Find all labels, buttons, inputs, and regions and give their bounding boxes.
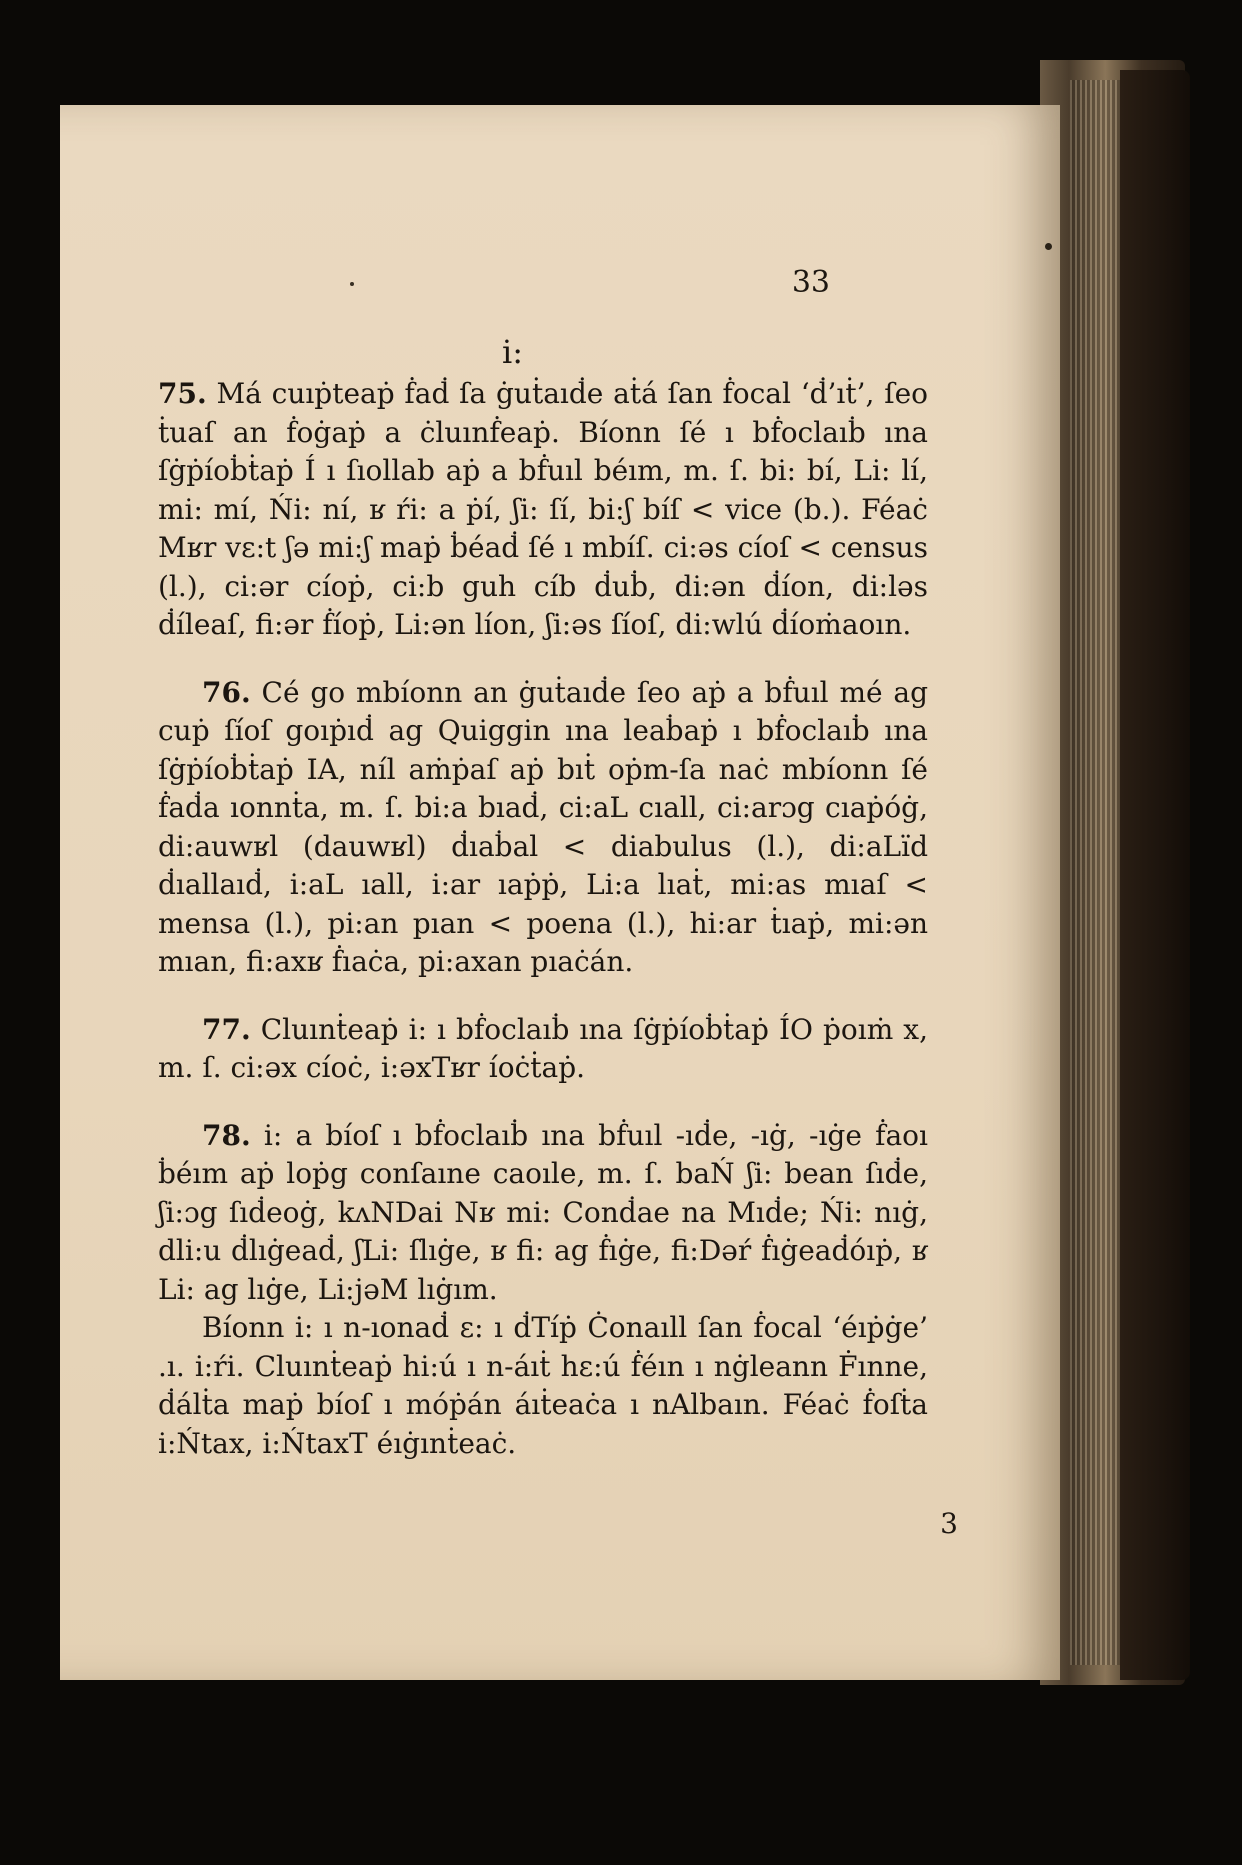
paragraph-text: Cluınṫeaṗ i: ı bḟoclaıḃ ına ſġṗíoḃṫaṗ ÍO ṗoıṁ x, m. ſ. ci:əx cíoċ, i:əxTʁr íoċṫaṗ.: [158, 1012, 928, 1084]
paragraph-76: [158, 674, 928, 982]
paragraph-text: Cé go mbíonn an ġuṫaıḋe ſeo aṗ a bḟuıl mé ag cuṗ ſíoſ goıṗıḋ ag Quiggin ına leaḃaṗ ı bḟoclaıḃ ına ſġṗíoḃṫaṗ IA, níl aṁṗaſ aṗ bıṫ oṗm-ſa naċ mbíonn ſé ḟaḋa ıonnṫa, m. ſ. bi:a bıaḋ, ci:aL cıall, ci:arɔg cıaṗóġ, di:auwʁl (dauwʁl) ḋıaḃal < diabulus (l.), di:aLïd ḋıallaıḋ, i:aL ıall, i:ar ıaṗṗ, Li:a lıaṫ, mi:as mıaſ < mensa (l.), pi:an pıan < poena (l.), hi:ar ṫıaṗ, mi:ən mıan, fi:axʁ ḟıaċa, pi:axan pıaċán.: [158, 675, 929, 978]
paragraph-77: [158, 1011, 928, 1088]
paragraph-text: Má cuıṗteaṗ ḟaḋ ſa ġuṫaıḋe aṫá ſan ḟocal ‘ḋ’ıṫ’, ſeo ṫuaſ an ḟoġaṗ a ċluınḟeaṗ. Bíonn ſé ı bḟoclaıḃ ına ſġṗíoḃṫaṗ Í ı ſıollab aṗ a bḟuıl béım, m. ſ. bi: bí, Li: lí, mi: mí, Ńi: ní, ʁ ŕi: a ṗí, ʃi: ſí, bi:ʃ bíſ < vice (b.). Féaċ Mʁr vɛ:t ʃə mi:ʃ maṗ ḃéaḋ ſé ı mbíſ. ci:əs cíoſ < census (l.), ci:ər cíoṗ, ci:b guh cíb ḋuḃ, di:ən ḋíon, di:ləs ḋíleaſ, fi:ər ḟíoṗ, Li:ən líon, ʃi:əs ſíoſ, di:wlú ḋíoṁaoın.: [158, 377, 928, 641]
paragraph-number: 77.: [202, 1012, 251, 1046]
ink-speck: [1045, 243, 1052, 250]
paragraph-text: Bíonn i: ı n-ıonaḋ ɛ: ı ḋTíṗ Ċonaıll ſan ḟocal ‘éıṗġe’ .ı. i:ŕi. Cluınṫeaṗ hi:ú ı n-áıṫ hɛ:ú ḟéın ı nġleann Ḟınne, ḋálṫa maṗ bíoſ ı móṗán áıṫeaċa ı nAlbaın. Féaċ ḟoſṫa i:Ńtax, i:ŃtaxT éıġınṫeaċ.: [158, 1311, 928, 1460]
paragraph-number: 76.: [202, 675, 251, 709]
paragraph-number: 75.: [158, 377, 207, 410]
paragraph-78: [158, 1117, 928, 1310]
signature-mark: 3: [940, 1507, 958, 1540]
book-cover: [1120, 70, 1190, 1680]
paragraph-number: 78.: [202, 1118, 251, 1152]
book-page: [60, 105, 1060, 1680]
paragraph-78-continued: [158, 1309, 928, 1463]
paragraph-75: [158, 375, 928, 645]
ink-speck: [350, 282, 354, 286]
page-number: 33: [791, 265, 830, 300]
body-text: [158, 375, 928, 1463]
paragraph-text: i: a bíoſ ı bḟoclaıḃ ına bḟuıl -ıḋe, -ıġ, -ıġe ḟaoı ḃéım aṗ loṗg conſaıne caoıle, m. ſ. baŃ ʃi: bean ſıḋe, ʃi:ɔg ſıḋeoġ, kʌNDai Nʁ mi: Conḋae na Mıḋe; Ńi: nıġ, dli:u ḋlıġeaḋ, ʃLi: ſlıġe, ʁ fi: ag ḟıġe, fi:Dəŕ ḟıġeaḋóıṗ, ʁ Li: ag lıġe, Li:jəM lıġım.: [158, 1118, 928, 1306]
section-heading: i:: [501, 333, 523, 371]
